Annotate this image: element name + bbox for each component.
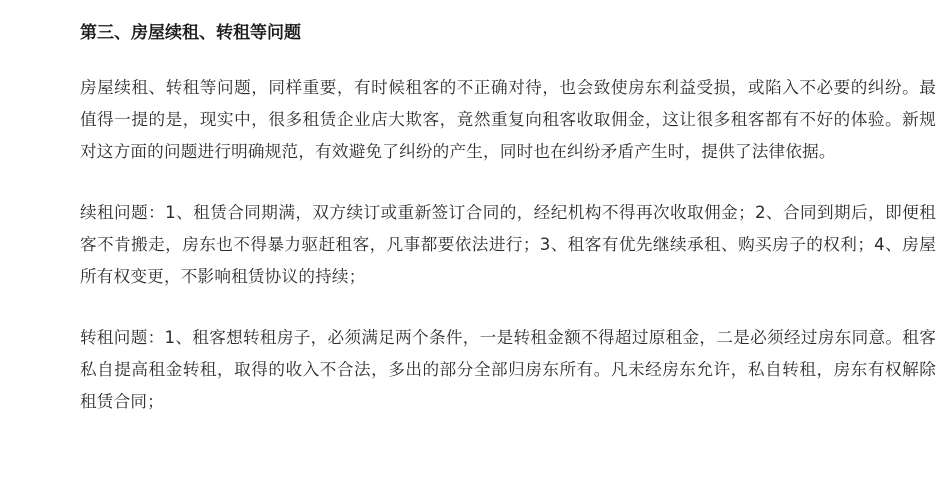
section-title: 第三、房屋续租、转租等问题 (80, 23, 301, 43)
paragraph-intro: 房屋续租、转租等问题，同样重要，有时候租客的不正确对待，也会致使房东利益受损，或陷入不必要的纠纷。最值得一提的是，现实中，很多租赁企业店大欺客，竟然重复向租客收取佣金，这让很多租客都有不好的体验。新规对这方面的问题进行明确规范，有效避免了纠纷的产生，同时也在纠纷矛盾产生时，提供了法律依据。 (80, 78, 936, 161)
paragraph-renewal: 续租问题：1、租赁合同期满，双方续订或重新签订合同的，经纪机构不得再次收取佣金；2、合同到期后，即便租客不肯搬走，房东也不得暴力驱赶租客，凡事都要依法进行；3、租客有优先继续承租、购买房子的权利；4、房屋所有权变更，不影响租赁协议的持续； (80, 203, 936, 286)
paragraph-sublease: 转租问题：1、租客想转租房子，必须满足两个条件，一是转租金额不得超过原租金，二是必须经过房东同意。租客私自提高租金转租，取得的收入不合法，多出的部分全部归房东所有。凡未经房东允许，私自转租，房东有权解除租赁合同； (80, 328, 936, 411)
